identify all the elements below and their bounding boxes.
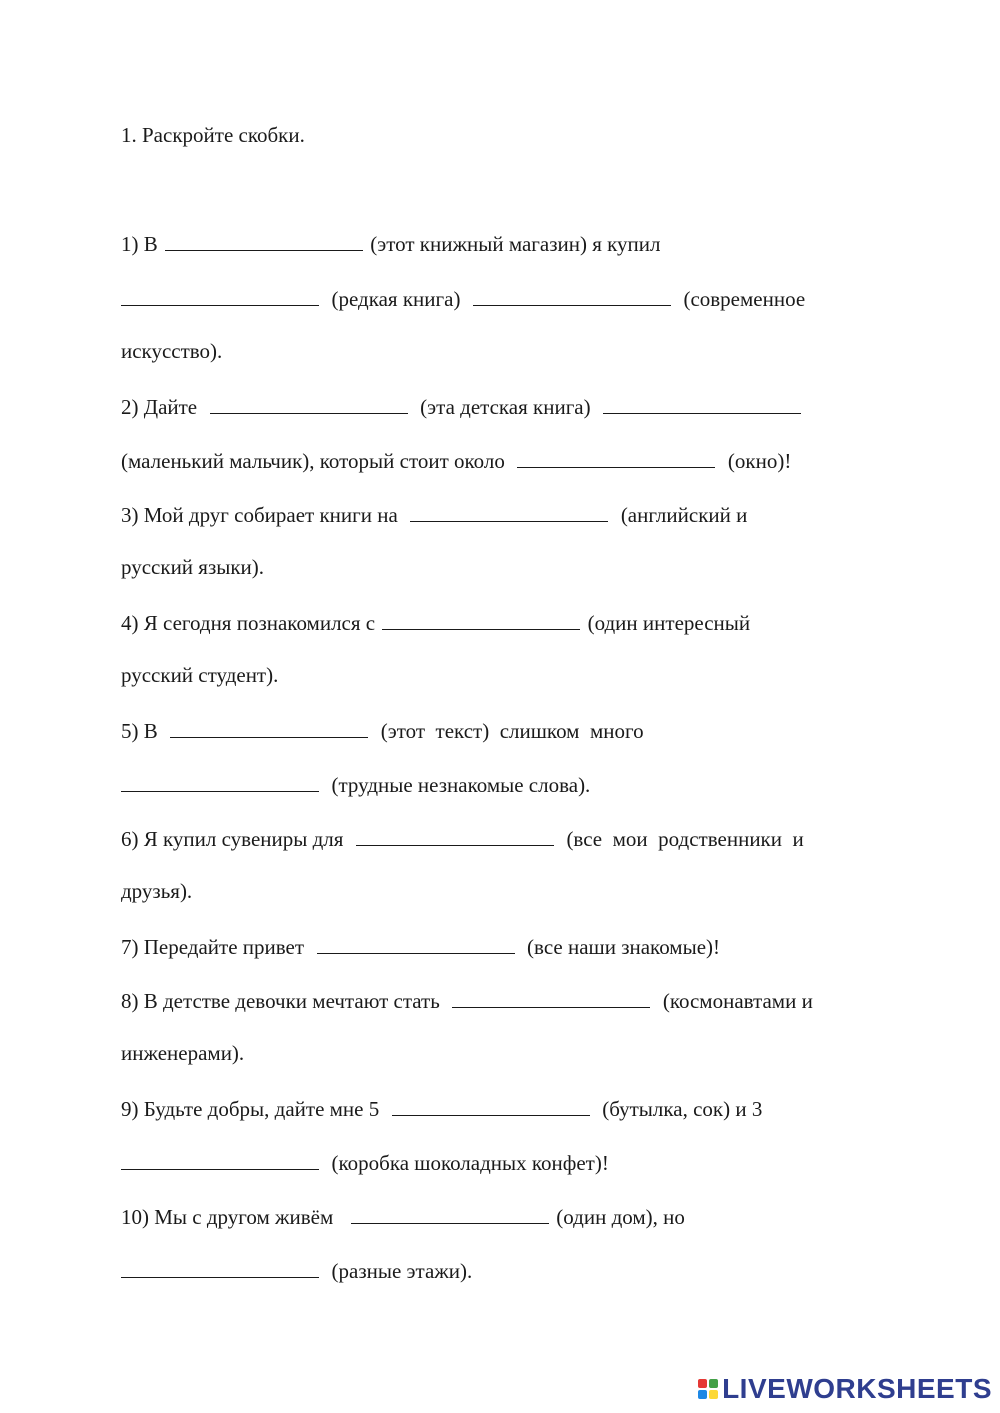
hint-text: (редкая книга) [331,287,461,311]
exercise-line-1 [121,229,661,257]
exercise-line-19 [121,1202,685,1230]
exercise-line-15 [121,986,813,1014]
exercise-line-7: русский языки). [121,555,265,579]
answer-blank-10[interactable] [121,770,319,792]
logo-square-blue [698,1390,707,1399]
hint-text: (все наши знакомые)! [527,935,720,959]
exercise-line-10 [121,716,644,744]
hint-text: (коробка шоколадных конфет)! [331,1151,609,1175]
hint-text: (один интересный [587,611,751,635]
hint-text: (этот текст) слишком много [380,719,644,743]
answer-blank-17[interactable] [121,1256,319,1278]
answer-blank-2[interactable] [121,284,319,306]
answer-blank-8[interactable] [382,608,580,630]
line-text: 8) В детстве девочки мечтают стать [121,989,440,1013]
answer-blank-14[interactable] [392,1094,590,1116]
exercise-line-18 [121,1148,609,1176]
line-text: 9) Будьте добры, дайте мне 5 [121,1097,380,1121]
hint-text: (английский и [620,503,748,527]
exercise-line-4 [121,392,803,420]
line-text: 5) В [121,719,158,743]
hint-text: (эта детская книга) [420,395,591,419]
logo-square-yellow [709,1390,718,1399]
answer-blank-1[interactable] [165,229,363,251]
answer-blank-12[interactable] [317,932,515,954]
line-text: 7) Передайте привет [121,935,305,959]
hint-text: (один дом), но [556,1205,685,1229]
logo-text: LIVEWORKSHEETS [722,1373,992,1404]
exercise-line-6 [121,500,747,528]
exercise-line-14 [121,932,720,960]
line-text: 10) Мы с другом живём [121,1205,334,1229]
hint-text: (бутылка, сок) и 3 [602,1097,763,1121]
answer-blank-9[interactable] [170,716,368,738]
answer-blank-4[interactable] [210,392,408,414]
answer-blank-13[interactable] [452,986,650,1008]
hint-text: (этот книжный магазин) я купил [365,232,661,256]
answer-blank-7[interactable] [410,500,608,522]
exercise-line-16: инженерами). [121,1041,245,1065]
exercise-line-9: русский студент). [121,663,279,687]
hint-text: (окно)! [727,449,792,473]
hint-text: (разные этажи). [331,1259,473,1283]
answer-blank-15[interactable] [121,1148,319,1170]
hint-text: (современное [683,287,806,311]
logo-square-red [698,1379,707,1388]
exercise-line-3: искусство). [121,339,223,363]
exercise-line-17 [121,1094,762,1122]
exercise-line-20 [121,1256,472,1284]
line-text: 6) Я купил сувениры для [121,827,344,851]
answer-blank-16[interactable] [351,1202,549,1224]
exercise-line-5 [121,446,791,474]
logo-square-green [709,1379,718,1388]
task-title: 1. Раскройте скобки. [121,123,305,147]
line-text: 4) Я сегодня познакомился с [121,611,376,635]
liveworksheets-logo[interactable] [698,1373,992,1405]
answer-blank-5[interactable] [603,392,801,414]
hint-text: (трудные незнакомые слова). [331,773,591,797]
line-text: 1) В [121,232,163,256]
answer-blank-11[interactable] [356,824,554,846]
exercise-line-13: друзья). [121,879,193,903]
line-text: 3) Мой друг собирает книги на [121,503,398,527]
hint-text: (космонавтами и [662,989,813,1013]
exercise-line-2 [121,284,848,312]
line-text: (маленький мальчик), который стоит около [121,449,505,473]
answer-blank-3[interactable] [473,284,671,306]
exercise-line-12 [121,824,858,852]
liveworksheets-logo-icon [698,1379,718,1399]
answer-blank-6[interactable] [517,446,715,468]
exercise-line-8 [121,608,750,636]
hint-text: (все мои родственники и [566,827,804,851]
exercise-line-11 [121,770,590,798]
line-text: 2) Дайте [121,395,198,419]
